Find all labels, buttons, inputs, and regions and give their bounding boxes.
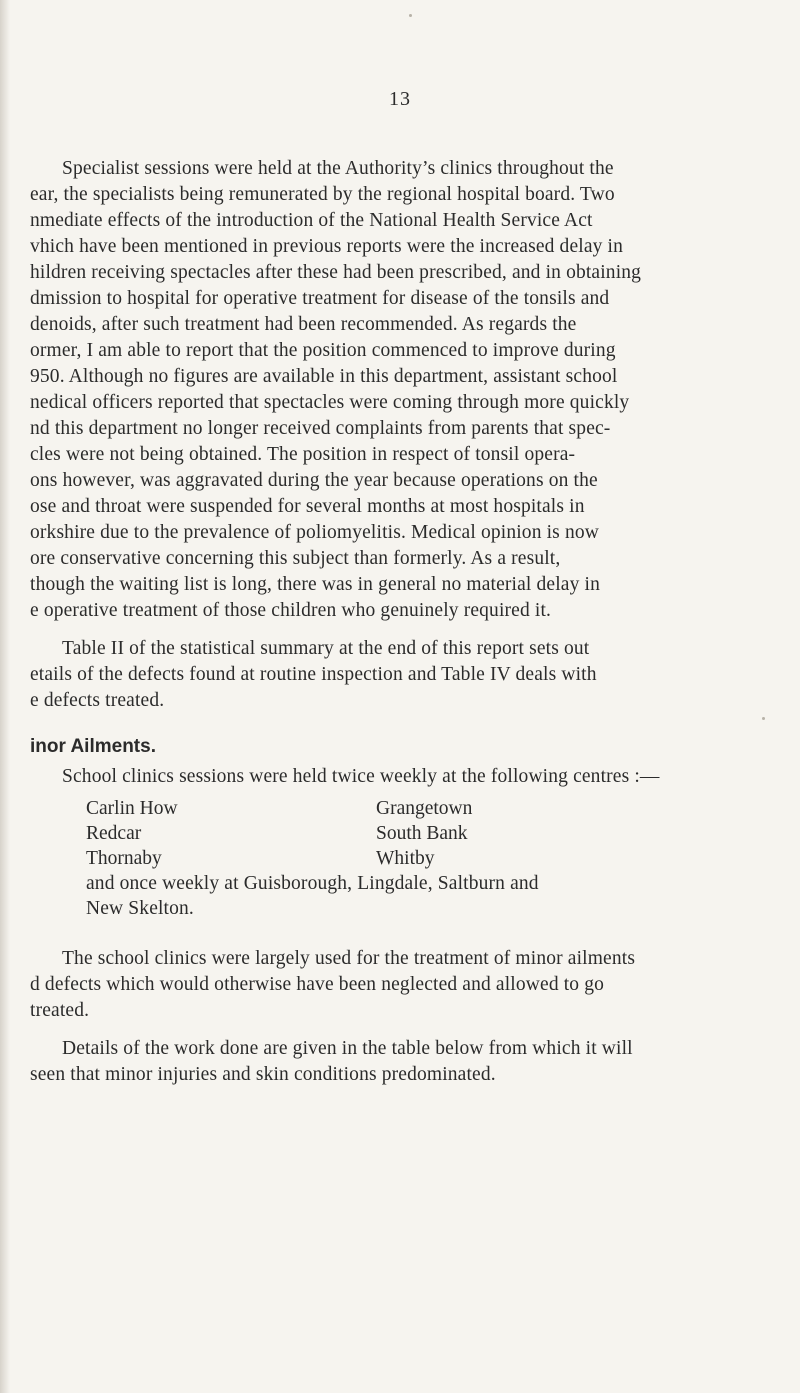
- page-number: 13: [389, 88, 411, 110]
- text-line: Specialist sessions were held at the Authority’s clinics throughout the: [62, 158, 614, 179]
- text-line: ose and throat were suspended for several months at most hospitals in: [30, 496, 585, 517]
- text-line: though the waiting list is long, there was in general no material delay in: [30, 574, 600, 595]
- centre-name: Grangetown: [376, 798, 473, 819]
- text-line: orkshire due to the prevalence of poliomyelitis. Medical opinion is now: [30, 522, 599, 543]
- text-line: nedical officers reported that spectacles were coming through more quickly: [30, 392, 630, 413]
- text-line: hildren receiving spectacles after these had been prescribed, and in obtaining: [30, 262, 642, 283]
- text-line: The school clinics were largely used for the treatment of minor ailments: [62, 948, 636, 969]
- text-line: ore conservative concerning this subject than formerly. As a result,: [30, 548, 561, 569]
- text-line: ear, the specialists being remunerated by the regional hospital board. Two: [30, 184, 615, 205]
- text-line: 950. Although no figures are available in this department, assistant school: [30, 366, 618, 387]
- text-line: ormer, I am able to report that the position commenced to improve during: [30, 340, 616, 361]
- once-weekly-line: and once weekly at Guisborough, Lingdale, Saltburn and: [86, 873, 539, 894]
- text-line: e defects treated.: [30, 690, 165, 711]
- text-line: Details of the work done are given in the table below from which it will: [62, 1038, 633, 1059]
- text-line: nmediate effects of the introduction of the National Health Service Act: [30, 210, 593, 231]
- once-weekly-line: New Skelton.: [86, 898, 194, 919]
- text-line: e operative treatment of those children who genuinely required it.: [30, 600, 552, 621]
- text-line: vhich have been mentioned in previous reports were the increased delay in: [30, 236, 624, 257]
- text-line: cles were not being obtained. The position in respect of tonsil opera-: [30, 444, 576, 465]
- text-line: seen that minor injuries and skin conditions predominated.: [30, 1064, 496, 1085]
- text-line: dmission to hospital for operative treatment for disease of the tonsils and: [30, 288, 610, 309]
- scan-speck: [409, 14, 412, 17]
- text-line: d defects which would otherwise have been neglected and allowed to go: [30, 974, 605, 995]
- text-line: treated.: [30, 1000, 90, 1021]
- centre-name: Thornaby: [86, 848, 162, 869]
- clinics-intro-text: School clinics sessions were held twice weekly at the following centres :—: [62, 766, 660, 787]
- text-line: nd this department no longer received complaints from parents that spec-: [30, 418, 611, 439]
- centre-name: Carlin How: [86, 798, 178, 819]
- scan-speck: [762, 717, 765, 720]
- centre-name: South Bank: [376, 823, 468, 844]
- text-line: denoids, after such treatment had been recommended. As regards the: [30, 314, 577, 335]
- text-line: Table II of the statistical summary at the end of this report sets out: [62, 638, 590, 659]
- page-binding-edge: [0, 0, 10, 1393]
- section-heading-minor-ailments: inor Ailments.: [30, 736, 156, 757]
- text-line: etails of the defects found at routine inspection and Table IV deals with: [30, 664, 597, 685]
- centre-name: Whitby: [376, 848, 435, 869]
- centre-name: Redcar: [86, 823, 142, 844]
- text-line: ons however, was aggravated during the year because operations on the: [30, 470, 598, 491]
